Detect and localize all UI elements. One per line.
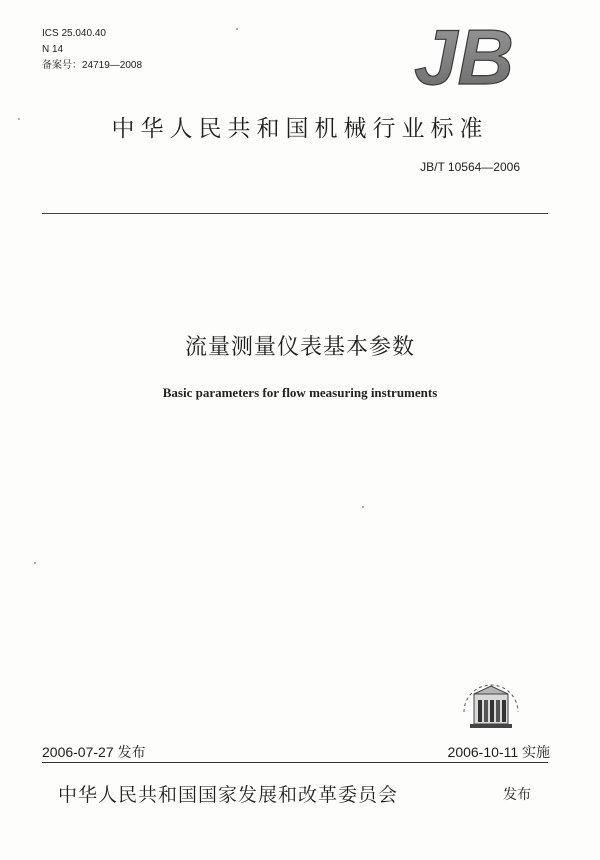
- issuing-label: 发布: [503, 787, 531, 803]
- implementation-date: 2006-10-11 实施: [447, 744, 550, 760]
- header-divider: [42, 213, 548, 214]
- jb-logo-text: JB: [414, 18, 514, 94]
- jb-standard-logo: [404, 18, 524, 94]
- scan-speck: [236, 28, 238, 30]
- ics-code: ICS 25.040.40: [42, 28, 106, 39]
- org-title: 中华人民共和国机械行业标准: [111, 116, 489, 142]
- record-number: 备案号：24719—2008: [42, 60, 143, 71]
- scan-speck: [18, 118, 20, 120]
- scan-speck: [362, 506, 364, 508]
- standard-number: JB/T 10564—2006: [420, 160, 520, 174]
- issuing-authority: 中华人民共和国国家发展和改革委员会: [58, 784, 399, 806]
- document-title-english: Basic parameters for flow measuring instruments: [162, 385, 438, 400]
- category-code: N 14: [42, 44, 64, 55]
- document-title-chinese: 流量测量仪表基本参数: [184, 335, 415, 360]
- classification-block: [42, 26, 142, 74]
- footer-divider: [42, 762, 548, 763]
- issue-date: 2006-07-27 发布: [42, 744, 146, 760]
- scan-speck: [34, 562, 36, 564]
- publisher-emblem-icon: [458, 672, 524, 736]
